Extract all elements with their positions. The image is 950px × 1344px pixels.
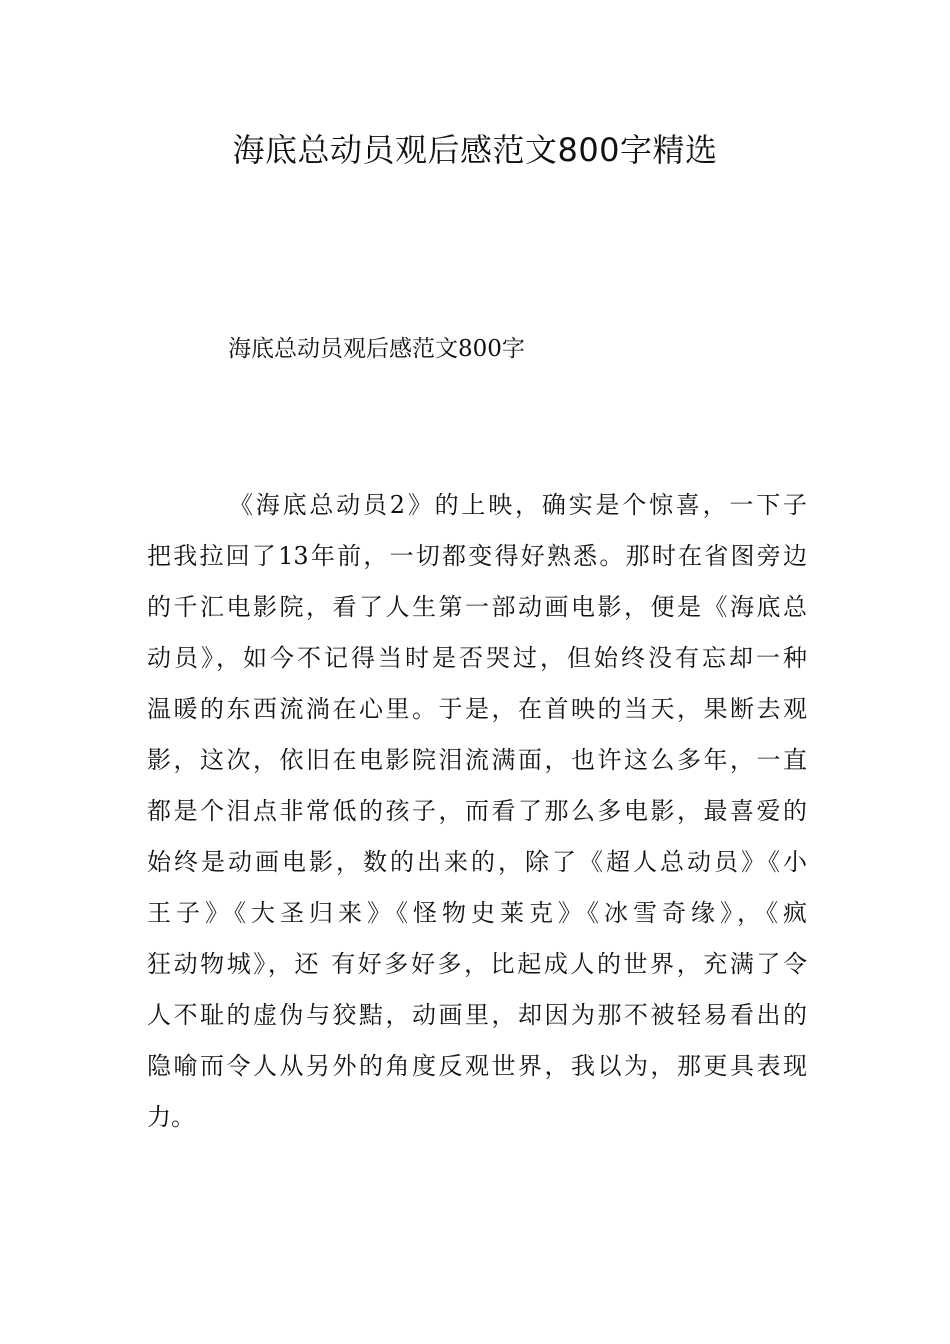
body-line: 都是个泪点非常低的孩子，而看了那么多电影，最喜爱的 xyxy=(147,797,807,825)
body-line: 《海底总动员2》的上映，确实是个惊喜，一下子 xyxy=(229,491,807,519)
body-line: 把我拉回了13年前，一切都变得好熟悉。那时在省图旁边 xyxy=(147,542,807,570)
body-line: 王子》《大圣归来》《怪物史莱克》《冰雪奇缘》，《疯 xyxy=(147,899,807,927)
body-line: 隐喻而令人从另外的角度反观世界，我以为，那更具表现 xyxy=(147,1052,807,1080)
body-line: 的千汇电影院，看了人生第一部动画电影，便是《海底总 xyxy=(147,593,807,621)
document-subtitle: 海底总动员观后感范文800字 xyxy=(228,336,525,362)
body-line: 狂动物城》，还 有好多好多，比起成人的世界，充满了令 xyxy=(147,950,807,978)
body-line: 温暖的东西流淌在心里。于是，在首映的当天，果断去观 xyxy=(147,695,807,723)
body-line: 影，这次，依旧在电影院泪流满面，也许这么多年，一直 xyxy=(147,746,807,774)
body-line: 力。 xyxy=(147,1103,195,1131)
body-line: 始终是动画电影，数的出来的，除了《超人总动员》《小 xyxy=(147,848,807,876)
body-line: 人不耻的虚伪与狡黠，动画里，却因为那不被轻易看出的 xyxy=(147,1001,807,1029)
body-paragraph xyxy=(147,480,807,1143)
document-title: 海底总动员观后感范文800字精选 xyxy=(232,131,718,169)
body-line: 动员》，如今不记得当时是否哭过，但始终没有忘却一种 xyxy=(147,644,807,672)
